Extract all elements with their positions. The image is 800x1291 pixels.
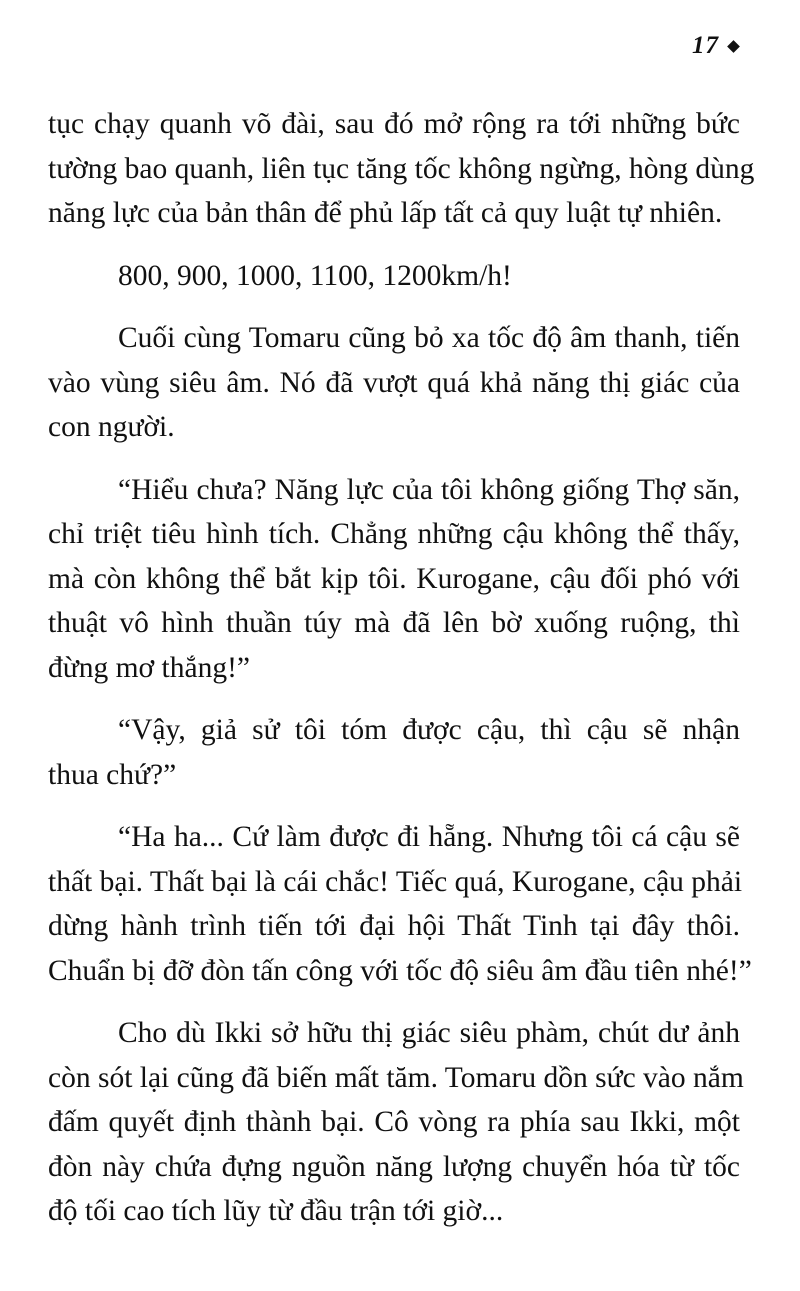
text-line: tường bao quanh, liên tục tăng tốc không ngừng, hòng dùng xyxy=(48,152,755,185)
text-line: độ tối cao tích lũy từ đầu trận tới giờ... xyxy=(48,1195,504,1227)
paragraph xyxy=(48,254,740,299)
text-line: thất bại. Thất bại là cái chắc! Tiếc quá, Kurogane, cậu phải xyxy=(48,865,743,898)
text-line: “Hiểu chưa? Năng lực của tôi không giống Thợ săn, xyxy=(118,473,740,506)
body-text xyxy=(48,102,755,1252)
text-line: “Vậy, giả sử tôi tóm được cậu, thì cậu sẽ nhận xyxy=(118,714,740,746)
text-line: năng lực của bản thân để phủ lấp tất cả quy luật tự nhiên. xyxy=(48,197,723,229)
text-line: thuật vô hình thuần túy mà đã lên bờ xuống ruộng, thì xyxy=(48,607,740,639)
text-line: còn sót lại cũng đã biến mất tăm. Tomaru dồn sức vào nắm xyxy=(48,1061,744,1094)
paragraph xyxy=(48,468,740,691)
text-line: 800, 900, 1000, 1100, 1200km/h! xyxy=(118,259,512,292)
text-line: thua chứ?” xyxy=(48,758,177,791)
paragraph xyxy=(48,708,740,797)
text-line: Cuối cùng Tomaru cũng bỏ xa tốc độ âm thanh, tiến xyxy=(118,322,740,354)
page-number: 17 xyxy=(692,32,719,59)
text-line: đừng mơ thắng!” xyxy=(48,651,250,684)
text-line: “Ha ha... Cứ làm được đi hẵng. Nhưng tôi cá cậu sẽ xyxy=(118,821,740,853)
text-line: chỉ triệt tiêu hình tích. Chẳng những cậu không thể thấy, xyxy=(48,518,740,550)
text-line: đấm quyết định thành bại. Cô vòng ra phía sau Ikki, một xyxy=(48,1106,740,1138)
paragraph xyxy=(48,316,740,450)
paragraph xyxy=(48,102,755,236)
text-line: tục chạy quanh võ đài, sau đó mở rộng ra tới những bức xyxy=(48,108,740,140)
text-line: Chuẩn bị đỡ đòn tấn công với tốc độ siêu âm đầu tiên nhé!” xyxy=(48,954,752,987)
text-line: con người. xyxy=(48,411,175,443)
text-line: đòn này chứa đựng nguồn năng lượng chuyển hóa từ tốc xyxy=(48,1150,740,1183)
text-line: dừng hành trình tiến tới đại hội Thất Tinh tại đây thôi. xyxy=(48,910,740,942)
text-line: Cho dù Ikki sở hữu thị giác siêu phàm, chút dư ảnh xyxy=(118,1017,740,1049)
diamond-icon xyxy=(727,40,740,53)
text-line: vào vùng siêu âm. Nó đã vượt quá khả năng thị giác của xyxy=(48,366,740,399)
text-line: mà còn không thể bắt kịp tôi. Kurogane, cậu đối phó với xyxy=(48,562,740,595)
paragraph xyxy=(48,815,752,993)
page-header xyxy=(692,32,738,60)
paragraph xyxy=(48,1011,744,1234)
